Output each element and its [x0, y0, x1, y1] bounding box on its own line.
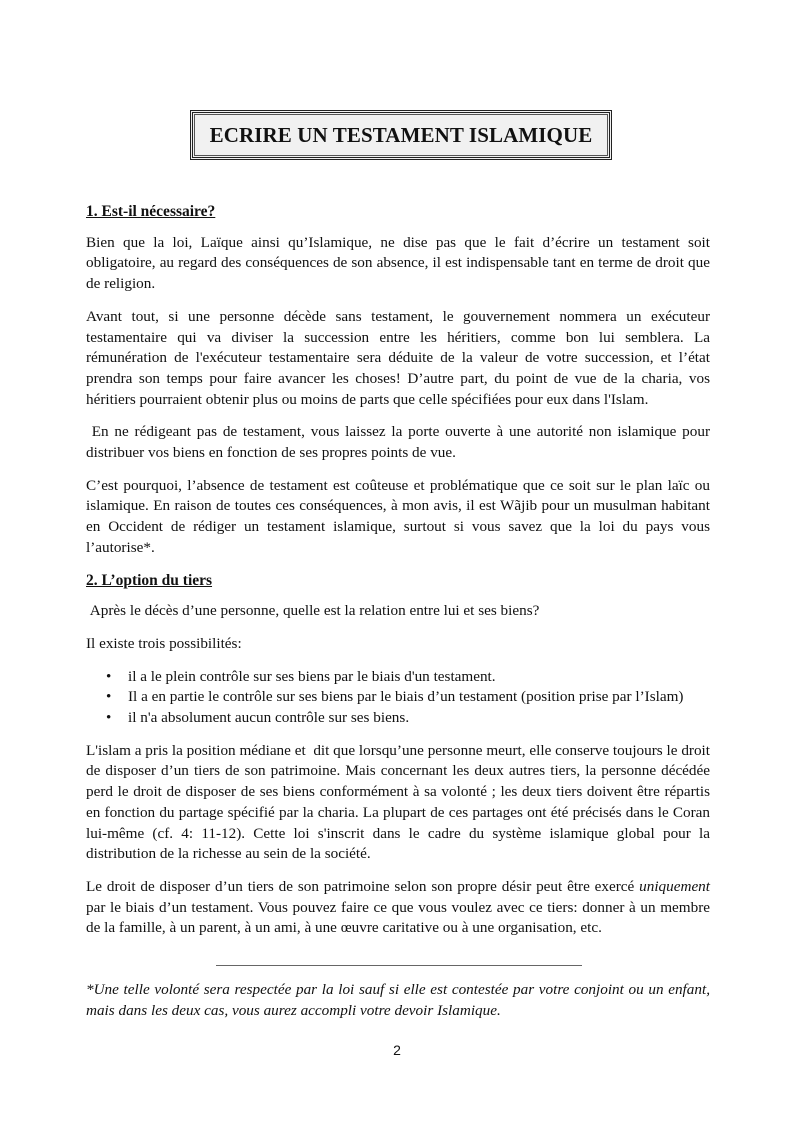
text-run: Le droit de disposer d’un tiers de son patrimoine selon son propre désir peut être exercé	[86, 877, 640, 895]
bullet-icon: •	[106, 667, 112, 685]
document-title: ECRIRE UN TESTAMENT ISLAMIQUE	[209, 122, 593, 147]
paragraph: Avant tout, si une personne décède sans testament, le gouvernement nommera un exécuteur testamentaire qui va diviser la succession entre les héritiers, comme bon lui semblera. La rémunération de l'exécuteur testamentaire sera déduite de la valeur de votre succession, et l’état prendra son temps pour faire avancer les choses! D’autre part, du point de vue de la charia, vos héritiers pourraient obtenir plus ou moins de parts que celle spécifiées pour eux dans l'Islam.	[86, 307, 710, 408]
list-item-text: il n'a absolument aucun contrôle sur ses biens.	[128, 709, 410, 727]
paragraph: C’est pourquoi, l’absence de testament est coûteuse et problématique que ce soit sur le plan laïc ou islamique. En raison de toutes ces conséquences, à mon avis, il est Wãjib pour un musulman habitant en Occident de rédiger un testament islamique, surtout si vous savez que la loi du pays vous l’autorise*.	[86, 476, 710, 556]
section-third-option	[86, 571, 714, 940]
page-number: 2	[393, 1042, 401, 1058]
paragraph	[86, 877, 710, 939]
section-necessity	[86, 202, 714, 559]
list-item	[106, 687, 710, 708]
paragraph: En ne rédigeant pas de testament, vous laissez la porte ouverte à une autorité non islamique pour distribuer vos biens en fonction de ses propres points de vue.	[86, 423, 714, 462]
text-run: par le biais d’un testament. Vous pouvez faire ce que vous voulez avec ce tiers: donner à un membre de la famille, à un parent, à un ami, à une œuvre caritative ou à une organisation, etc.	[86, 898, 710, 937]
footnote-separator	[216, 965, 582, 966]
list-item	[106, 667, 710, 688]
bullet-icon: •	[106, 688, 112, 706]
list-item	[106, 708, 710, 729]
section-heading: 2. L’option du tiers	[86, 571, 213, 589]
paragraph: Bien que la loi, Laïque ainsi qu’Islamique, ne dise pas que le fait d’écrire un testament soit obligatoire, au regard des conséquences de son absence, il est indispensable tant en terme de droit que de religion.	[86, 233, 710, 293]
list-item-text: il a le plein contrôle sur ses biens par le biais d'un testament.	[128, 667, 496, 685]
possibilities-list	[86, 667, 710, 729]
title-box	[190, 110, 612, 160]
list-item-text: Il a en partie le contrôle sur ses biens par le biais d’un testament (position prise par l’Islam)	[128, 688, 684, 706]
section-heading: 1. Est-il nécessaire?	[86, 203, 216, 220]
paragraph: Il existe trois possibilités:	[86, 634, 242, 652]
emphasis-text: uniquement	[639, 877, 710, 895]
footnote: *Une telle volonté sera respectée par la loi sauf si elle est contestée par votre conjoint ou un enfant, mais dans les deux cas, vous aurez accompli votre devoir Islamique.	[86, 981, 710, 1019]
paragraph: Après le décès d’une personne, quelle est la relation entre lui et ses biens?	[86, 602, 540, 620]
paragraph: L'islam a pris la position médiane et dit que lorsqu’une personne meurt, elle conserve toujours le droit de disposer d’un tiers de son patrimoine. Mais concernant les deux autres tiers, la personne décédée perd le droit de disposer de ses biens conformément à sa volonté ; les deux tiers doivent être répartis en fonction du partage spécifié par la charia. La plupart de ces partages ont été précisés dans le Coran lui-même (cf. 4: 11-12). Cette loi s'inscrit dans le cadre du système islamique global pour la distribution de la richesse au sein de la société.	[86, 741, 714, 863]
document-body	[86, 202, 714, 1022]
bullet-icon: •	[106, 709, 112, 727]
